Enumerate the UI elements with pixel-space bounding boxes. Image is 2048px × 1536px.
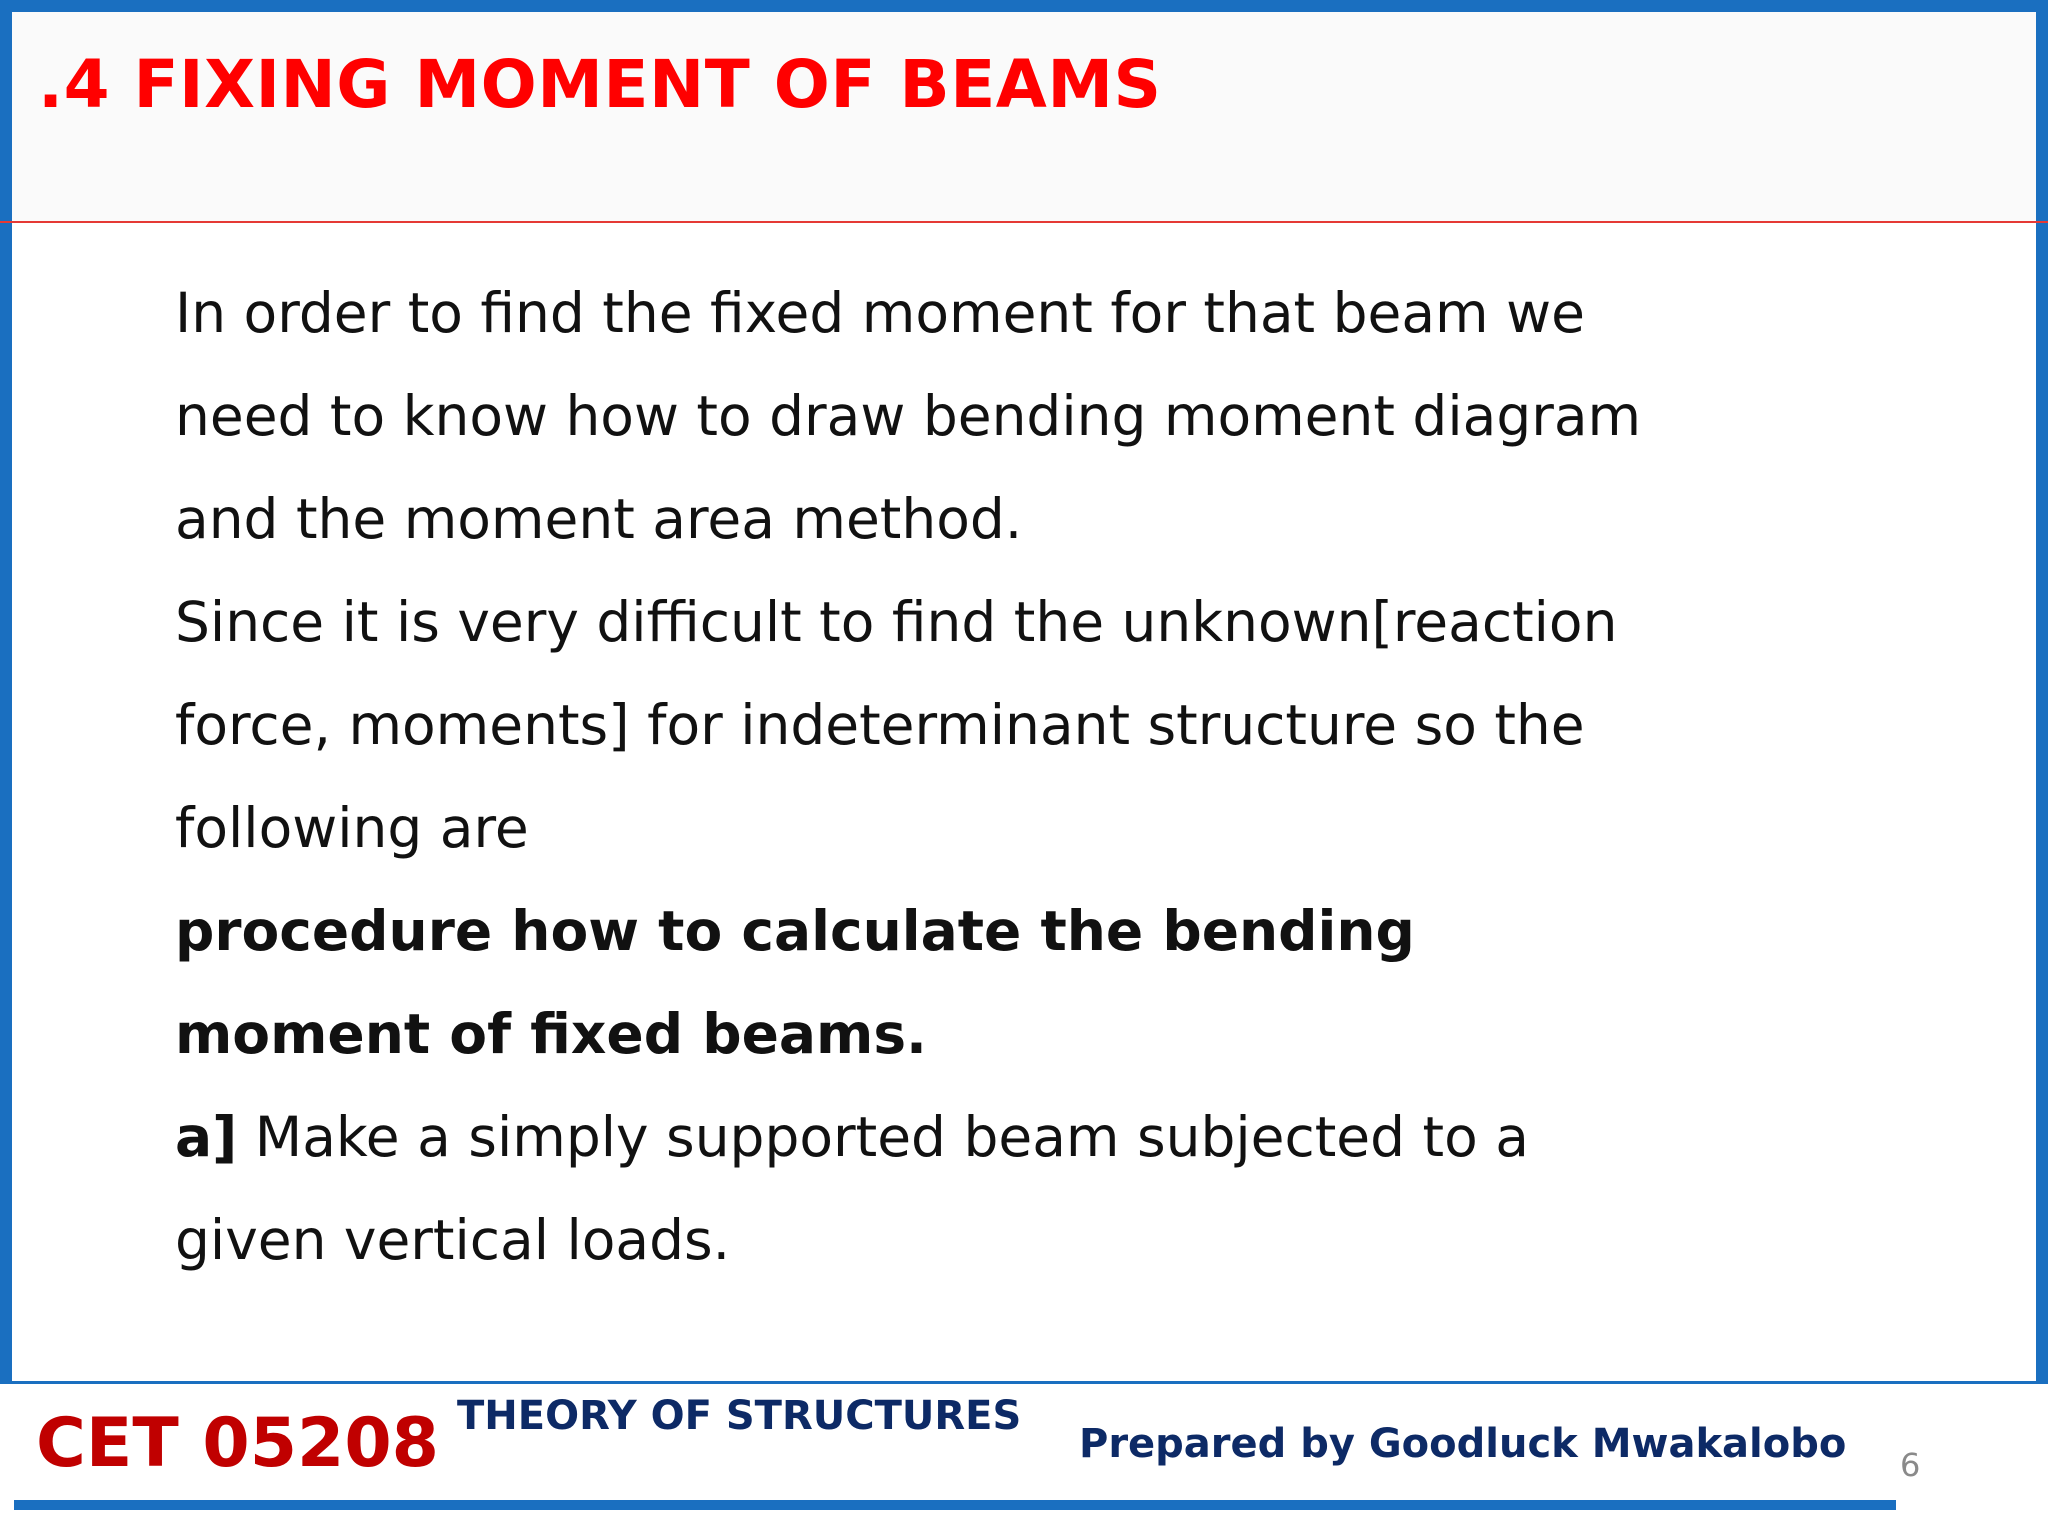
- author-credit: Prepared by Goodluck Mwakalobo: [1079, 1421, 1847, 1467]
- body-line-bold: moment of fixed beams.: [175, 1002, 927, 1066]
- page-number: 6: [1900, 1446, 1921, 1484]
- step-a-marker: a]: [175, 1105, 238, 1169]
- course-name: THEORY OF STRUCTURES: [457, 1393, 1022, 1439]
- footer-bottom-rule: [14, 1500, 1896, 1510]
- body-line: In order to find the fixed moment for that beam we: [175, 281, 1585, 345]
- step-a-line-continued: given vertical loads.: [175, 1208, 731, 1272]
- frame-top-border: [0, 0, 2048, 12]
- procedure-heading: [175, 880, 1935, 1086]
- frame-left-border: [0, 0, 12, 1385]
- body-line: following are: [175, 796, 529, 860]
- body-line: force, moments] for indeterminant structure so the: [175, 693, 1585, 757]
- body-line: need to know how to draw bending moment diagram: [175, 384, 1642, 448]
- title-divider: [0, 221, 2048, 223]
- slide-body: [175, 262, 1935, 1292]
- paragraph-difficulty: [175, 571, 1935, 880]
- slide-title: .4 FIXING MOMENT OF BEAMS: [38, 46, 1162, 123]
- course-code: CET 05208: [36, 1404, 439, 1483]
- body-line: and the moment area method.: [175, 487, 1023, 551]
- step-a-text: Make a simply supported beam subjected to a: [237, 1105, 1529, 1169]
- paragraph-intro: [175, 262, 1935, 571]
- body-line: Since it is very difficult to find the unknown[reaction: [175, 590, 1618, 654]
- body-line-bold: procedure how to calculate the bending: [175, 899, 1415, 963]
- frame-right-border: [2036, 0, 2048, 1385]
- step-a-line: [175, 1086, 1935, 1189]
- step-a: [175, 1086, 1935, 1292]
